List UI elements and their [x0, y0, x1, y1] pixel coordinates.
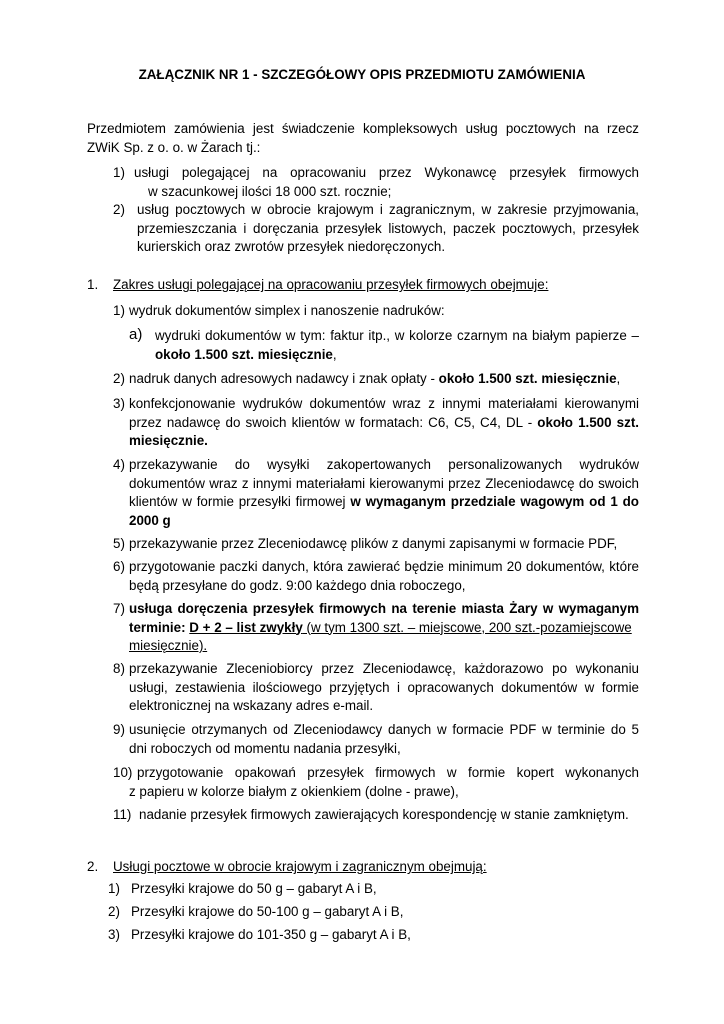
intro-item [137, 201, 639, 257]
list-item-text [129, 395, 639, 451]
list-item-text [129, 600, 639, 656]
section-2-heading: Usługi pocztowe w obrocie krajowym i zagranicznym obejmują: [113, 859, 487, 874]
item-7-line-2-bold: terminie: [129, 619, 190, 635]
item-4-line-3-bold: w wymaganym przedziale wagowym od 1 do [350, 494, 639, 509]
list-item-number: 6) [113, 559, 125, 574]
list-item-number: 1) [108, 881, 120, 896]
list-item-number: 2) [113, 371, 125, 386]
list-item-text [129, 660, 639, 716]
list-item-text [129, 370, 620, 389]
item-10-line-2: z papieru w kolorze białym z okienkiem (dolne - prawe), [129, 783, 459, 799]
item-3-line-2-bold: około 1.500 szt. [537, 414, 639, 430]
list-item-number: 4) [113, 457, 125, 472]
list-item-text [129, 558, 639, 595]
intro-item-2-line-3: kurierskich oraz zwrotów przesyłek niedoręczonych. [137, 239, 446, 254]
list-item-number: 3) [113, 396, 125, 411]
intro-line-2: ZWiK Sp. z o. o. w Żarach tj.: [87, 139, 261, 155]
intro-line-1: Przedmiotem zamówienia jest świadczenie kompleksowych usług pocztowych na rzecz [87, 121, 639, 136]
list-item-number: 5) [113, 536, 125, 551]
section-1-heading: Zakres usługi polegającej na opracowaniu przesyłek firmowych obejmuje: [113, 277, 549, 292]
section-1-number: 1. [87, 277, 99, 292]
item-3-line-3-bold: miesięcznie. [129, 433, 208, 448]
intro-item-number: 2) [113, 202, 125, 217]
list-item-number: 7) [113, 601, 125, 616]
item-2-bold: około 1.500 szt. miesięcznie [438, 371, 617, 386]
item-2-text: nadruk danych adresowych nadawcy i znak opłaty - [129, 371, 439, 386]
item-7-line-2-underline: (w tym 1300 szt. – miejscowe, 200 szt.-pozamiejscowe [302, 619, 632, 635]
document-title: ZAŁĄCZNIK NR 1 - SZCZEGÓŁOWY OPIS PRZEDMIOTU ZAMÓWIENIA [138, 67, 586, 82]
item-10-line-1: przygotowanie opakowań przesyłek firmowych w formie kopert wykonanych [137, 765, 639, 780]
list-item-text: wydruk dokumentów simplex i nanoszenie nadruków: [129, 303, 445, 318]
sub-item-tail: , [332, 346, 337, 362]
intro-paragraph [87, 120, 639, 157]
list-item-number: 10) [113, 765, 133, 780]
list-item-text: Przesyłki krajowe do 101-350 g – gabaryt A i B, [131, 927, 411, 942]
list-item-text [129, 764, 639, 801]
intro-item-1-line-2: w szacunkowej ilości 18 000 szt. rocznie; [148, 183, 392, 199]
list-item-text: nadanie przesyłek firmowych zawierających korespondencję w stanie zamkniętym. [139, 807, 629, 822]
item-9-line-2: dni roboczych od momentu nadania przesyłki, [129, 740, 401, 756]
list-item-number: 2) [108, 904, 120, 919]
sub-item-line-1: wydruki dokumentów w tym: faktur itp., w kolorze czarnym na białym papierze – [155, 328, 639, 343]
list-item-text: Przesyłki krajowe do 50-100 g – gabaryt A i B, [131, 904, 404, 919]
sub-item-bold: około 1.500 szt. miesięcznie [155, 346, 333, 362]
item-4-line-2: dokumentów wraz z innymi materiałami kierowanymi przez Zleceniodawcę do swoich [129, 475, 639, 491]
list-item-text [129, 456, 639, 530]
item-3-line-2: przez nadawcę do swoich klientów w formatach: C6, C5, C4, DL - [129, 414, 538, 430]
item-4-line-4-bold: 2000 g [129, 512, 171, 528]
list-item-number: 8) [113, 661, 125, 676]
item-8-line-3: elektronicznej na wskazany adres e-mail. [129, 698, 374, 713]
item-6-line-1: przygotowanie paczki danych, która zawierać będzie minimum 20 dokumentów, które [129, 559, 639, 574]
intro-item-2-line-2: przemieszczania i doręczania przesyłek listowych, paczek pocztowych, przesyłek [137, 220, 639, 236]
item-4-line-3: klientów w formie przesyłki firmowej [129, 494, 351, 509]
item-7-line-1-bold: usługa doręczenia przesyłek firmowych na terenie miasta Żary w wymaganym [129, 601, 639, 616]
item-7-line-2-bold-underline: D + 2 – list zwykły [189, 619, 303, 635]
item-9-line-1: usunięcie otrzymanych od Zleceniodawcy danych w formacie PDF w terminie do 5 [129, 722, 639, 737]
item-6-line-2: będą przesyłane do godz. 9:00 każdego dnia roboczego, [129, 577, 466, 593]
intro-item-1-line-1: usługi polegającej na opracowaniu przez Wykonawcę przesyłek firmowych [134, 165, 639, 180]
list-item-number: 11) [113, 807, 132, 822]
sub-item [155, 327, 639, 364]
intro-item-number: 1) [113, 165, 125, 180]
list-item-text: przekazywanie przez Zleceniodawcę plików z danymi zapisanymi w formacie PDF, [129, 536, 618, 551]
item-8-line-2: usługi, zestawienia ilościowego przyjętych i opracowanych dokumentów w formie [129, 679, 639, 695]
item-2-tail: , [616, 371, 621, 386]
item-4-line-1: przekazywanie do wysyłki zakopertowanych personalizowanych wydruków [129, 457, 639, 472]
list-item-number: 1) [113, 303, 125, 318]
intro-item [134, 164, 639, 201]
list-item-number: 9) [113, 722, 125, 737]
intro-item-2-line-1: usług pocztowych w obrocie krajowym i zagranicznym, w zakresie przyjmowania, [137, 202, 639, 217]
item-8-line-1: przekazywanie Zleceniobiorcy przez Zleceniodawcę, każdorazowo po wykonaniu [129, 661, 639, 676]
list-item-text: Przesyłki krajowe do 50 g – gabaryt A i B, [131, 881, 377, 896]
list-item-number: 3) [108, 927, 120, 942]
item-3-line-1: konfekcjonowanie wydruków dokumentów wraz z innymi materiałami kierowanymi [129, 396, 639, 411]
item-7-line-3-underline: miesięcznie). [129, 638, 208, 653]
list-item-text [129, 721, 639, 758]
sub-item-number: a) [129, 326, 143, 343]
section-2-number: 2. [87, 859, 99, 874]
